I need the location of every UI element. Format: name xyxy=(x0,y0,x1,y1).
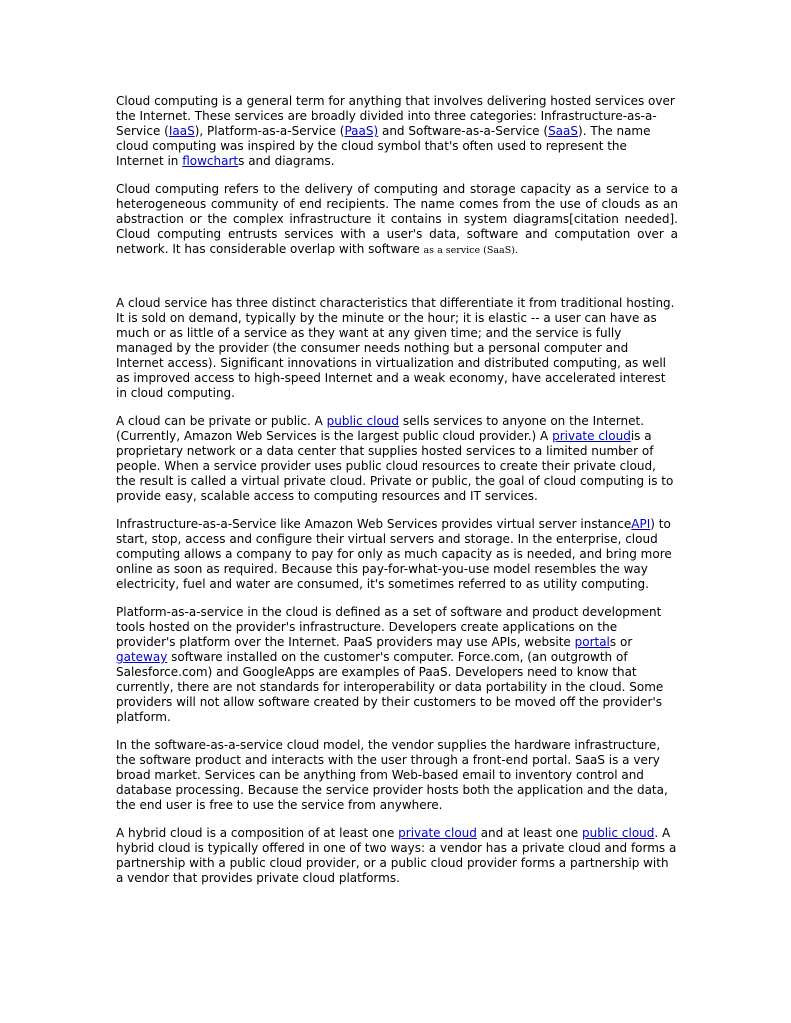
paragraph-cloud-definition xyxy=(116,94,678,169)
paragraph-characteristics xyxy=(116,296,678,401)
text: ). The name cloud computing was inspired by the cloud symbol that's often used to represent the Internet in xyxy=(116,124,651,168)
text: and at least one xyxy=(476,826,582,840)
text: . A hybrid cloud is typically offered in one of two ways: a vendor has a private cloud and forms a partnership with a public cloud provider, or a public cloud provider forms a partnership with a vendor that provides private cloud platforms. xyxy=(116,826,677,885)
paragraph-paas xyxy=(116,605,678,725)
link-api[interactable]: API xyxy=(631,517,651,531)
text: sells services to anyone on the Internet. (Currently, Amazon Web Services is the largest public cloud provider.) A xyxy=(116,414,645,443)
paragraph-iaas xyxy=(116,517,678,592)
text: is a proprietary network or a data center that supplies hosted services to a limited number of people. When a service provider uses public cloud resources to create their private cloud, the result is called a virtual private cloud. Private or public, the goal of cloud computing is to provide easy, scalable access to computing resources and IT services. xyxy=(116,429,674,503)
text: ) to start, stop, access and configure their virtual servers and storage. In the enterprise, cloud computing allows a company to pay for only as much capacity as is needed, and bring more online as soon as required. Because this pay-for-what-you-use model resembles the way electricity, fuel and water are consumed, it's sometimes referred to as utility computing. xyxy=(116,517,672,591)
link-private-cloud[interactable]: private cloud xyxy=(398,826,477,840)
paragraph-saas xyxy=(116,738,678,813)
text: Cloud computing is a general term for anything that involves delivering hosted services over the Internet. These services are broadly divided into three categories: Infrastructure-as-a-Service ( xyxy=(116,94,675,138)
link-iaas[interactable]: IaaS xyxy=(168,124,195,138)
link-saas[interactable]: SaaS xyxy=(548,124,579,138)
link-gateway[interactable]: gateway xyxy=(116,650,168,664)
text: Cloud computing refers to the delivery of computing and storage capacity as a service to a heterogeneous community of end recipients. The name comes from the use of clouds as an abstraction or the complex infrastructure it contains in system diagrams[citation needed]. Cloud computing entrusts services with a user's data, software and computation over a network. It has considerable overlap with software xyxy=(116,182,678,256)
paragraph-private-public xyxy=(116,414,678,504)
text: A cloud service has three distinct characteristics that differentiate it from traditional hosting. It is sold on demand, typically by the minute or the hour; it is elastic -- a user can have as much or as little of a service as they want at any given time; and the service is fully managed by the provider (the consumer needs nothing but a personal computer and Internet access). Significant innovations in virtualization and distributed computing, as well as improved access to high-speed Internet and a weak economy, have accelerated interest in cloud computing. xyxy=(116,296,675,400)
text: Infrastructure-as-a-Service like Amazon Web Services provides virtual server instance xyxy=(116,517,632,531)
text: s or xyxy=(609,635,633,649)
text: and Software-as-a-Service ( xyxy=(378,124,549,138)
text: A cloud can be private or public. A xyxy=(116,414,327,428)
document-body xyxy=(116,94,678,899)
text: Platform-as-a-service in the cloud is defined as a set of software and product development tools hosted on the provider's infrastructure. Developers create applications on the provider's platform over the Internet. PaaS providers may use APIs, website xyxy=(116,605,662,649)
text: A hybrid cloud is a composition of at least one xyxy=(116,826,399,840)
text-serif-fragment: as a service (SaaS). xyxy=(423,245,518,256)
text: ), Platform-as-a-Service ( xyxy=(194,124,345,138)
link-public-cloud[interactable]: public cloud xyxy=(326,414,400,428)
link-paas[interactable]: PaaS) xyxy=(344,124,379,138)
link-flowchart[interactable]: flowchart xyxy=(182,154,239,168)
link-portal[interactable]: portal xyxy=(574,635,610,649)
text: s and diagrams. xyxy=(238,154,335,168)
link-private-cloud[interactable]: private cloud xyxy=(552,429,631,443)
text: In the software-as-a-service cloud model, the vendor supplies the hardware infrastructure, the software product and interacts with the user through a front-end portal. SaaS is a very broad market. Services can be anything from Web-based email to inventory control and database processing. Because the service provider hosts both the application and the data, the end user is free to use the service from anywhere. xyxy=(116,738,668,812)
link-public-cloud[interactable]: public cloud xyxy=(581,826,655,840)
paragraph-cloud-delivery xyxy=(116,182,678,258)
paragraph-hybrid xyxy=(116,826,678,886)
text: software installed on the customer's computer. Force.com, (an outgrowth of Salesforce.com) and GoogleApps are examples of PaaS. Developers need to know that currently, there are not standards for interoperability or data portability in the cloud. Some providers will not allow software created by their customers to be moved off the provider's platform. xyxy=(116,650,664,724)
